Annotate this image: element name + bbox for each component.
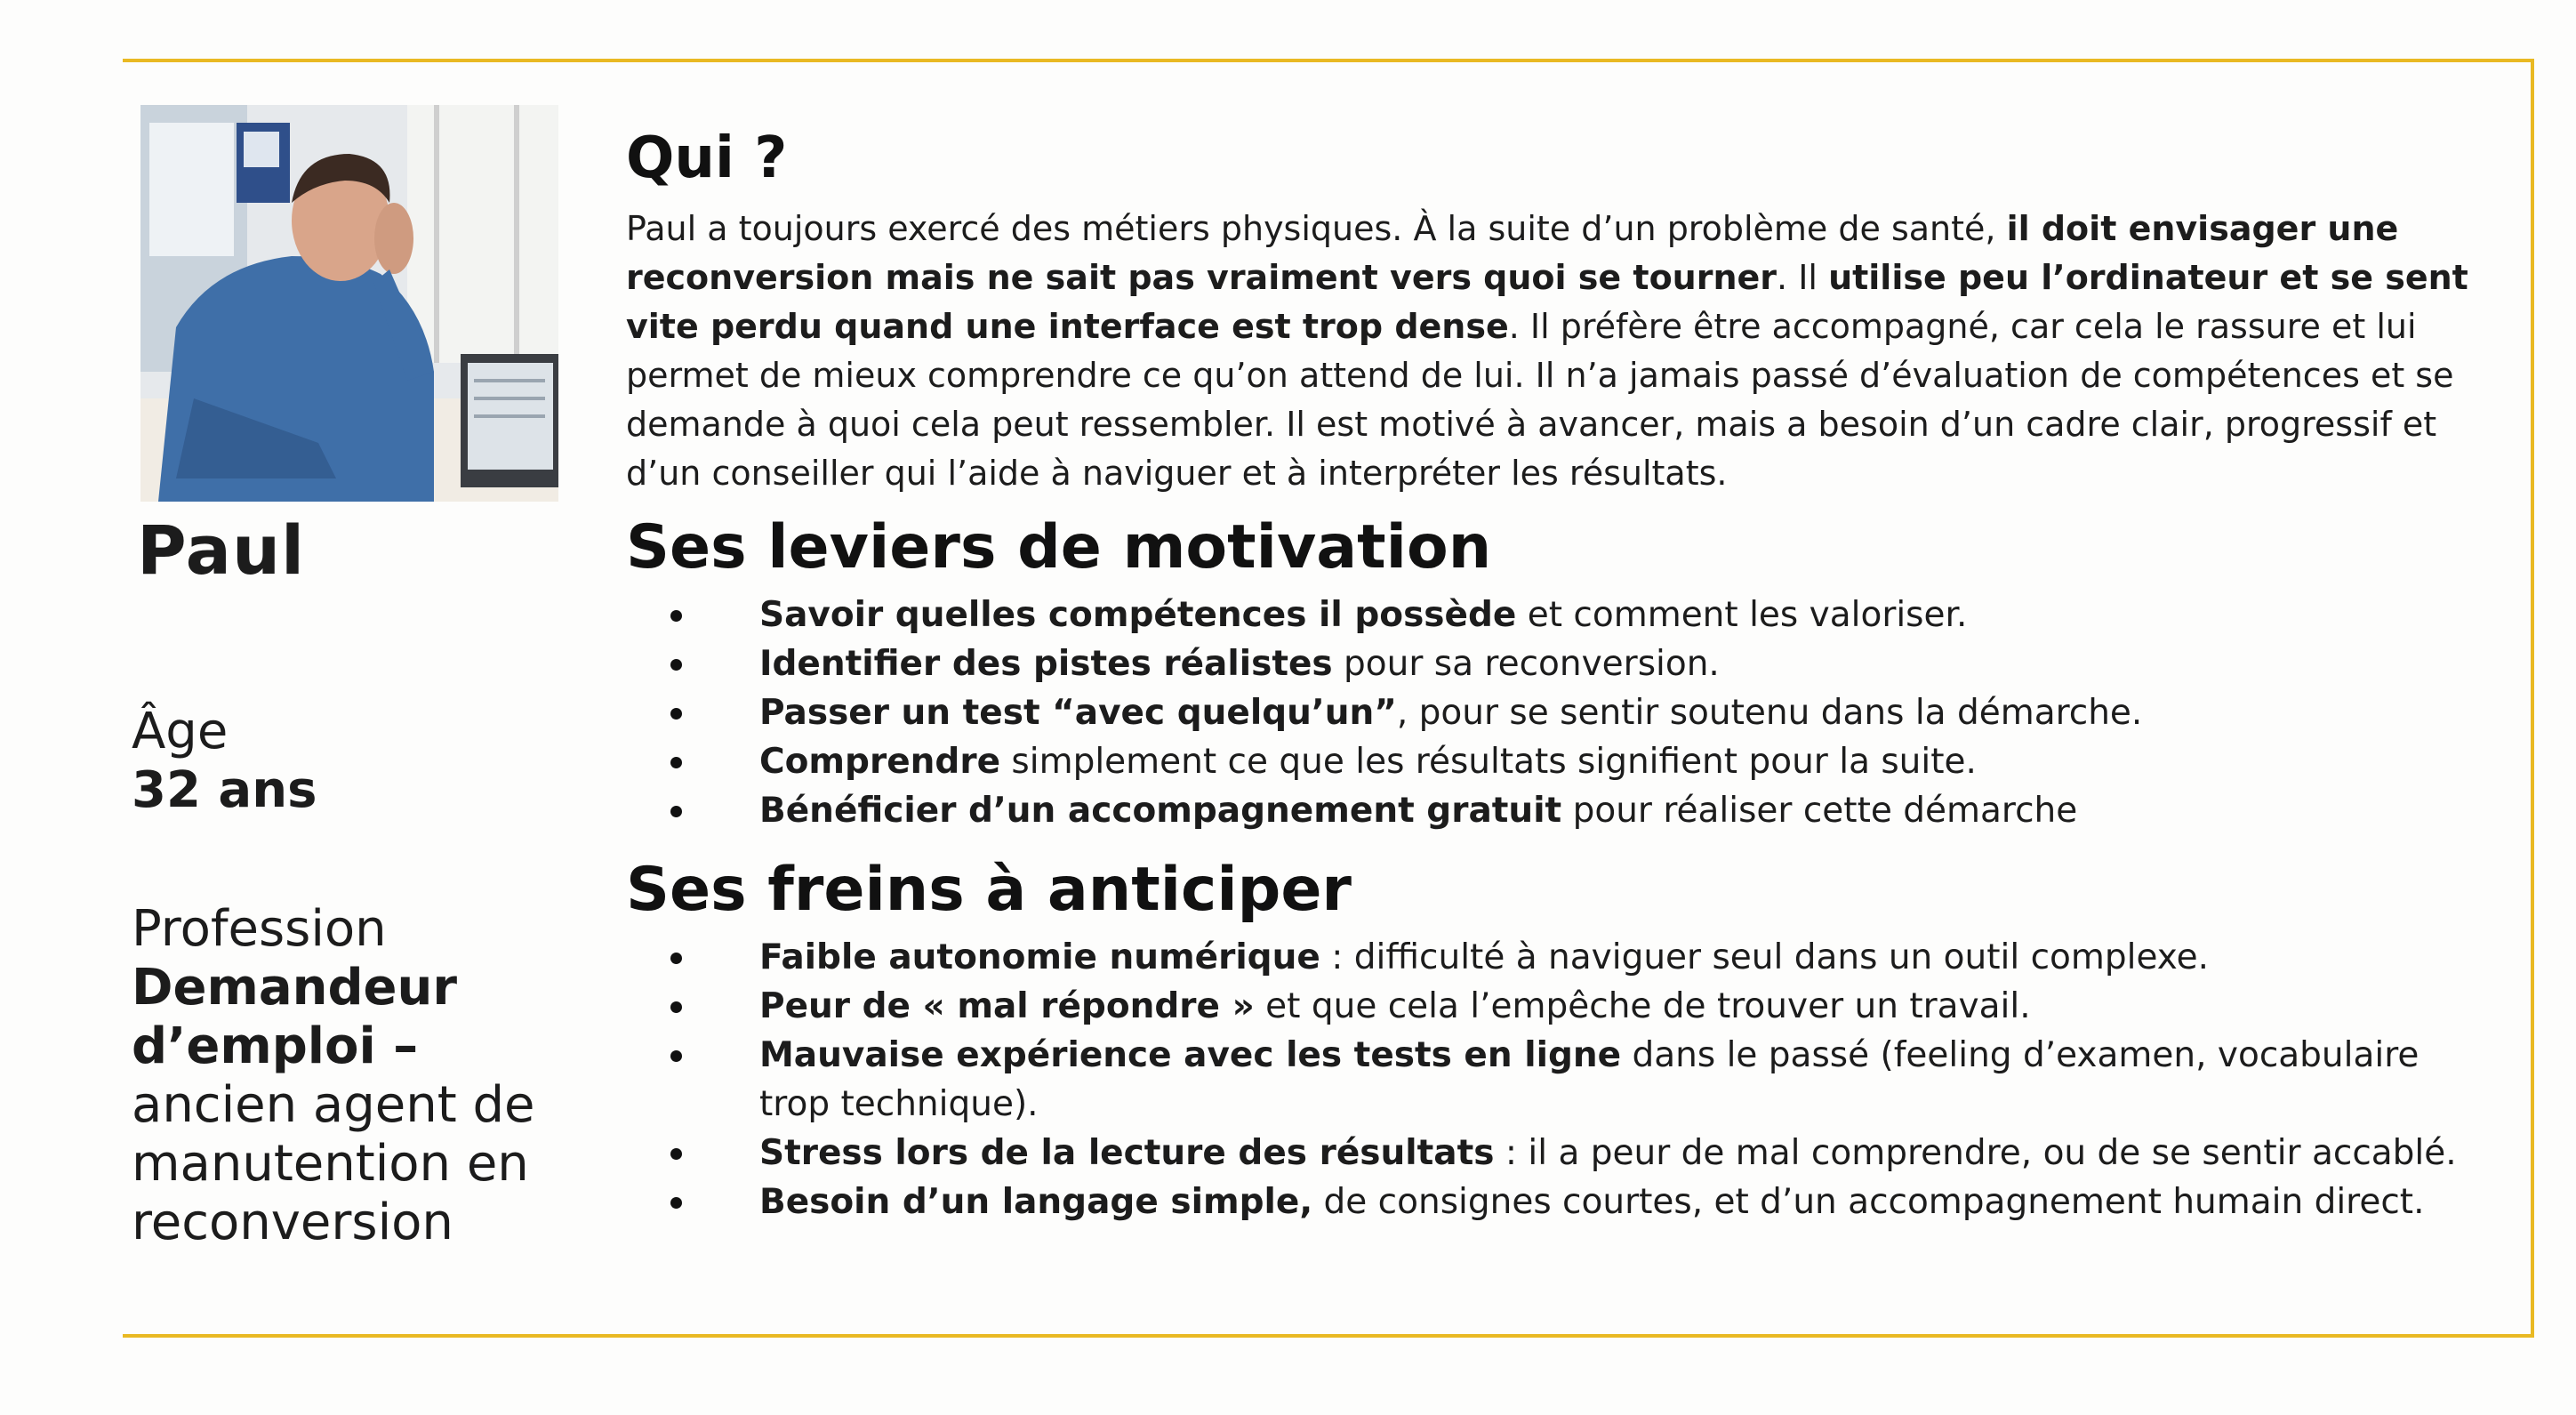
list-item [626,737,2499,786]
item-bold: Comprendre [759,742,1001,782]
list-item [626,591,2499,639]
bullet-icon [670,953,682,964]
item-text: et que cela l’empêche de trouver un travail. [1254,986,2031,1026]
profession-value: Demandeur d’emploi – [132,959,458,1075]
item-bold: Besoin d’un langage simple, [759,1182,1313,1222]
list-item [626,639,2499,688]
profession-block [132,900,594,1252]
qui-text-1: Paul a toujours exercé des métiers physiques. À la suite d’un problème de santé, [626,209,2007,248]
list-item [626,688,2499,737]
qui-text-3: . Il préfère être accompagné, car cela le rassure et lui permet de mieux comprendre ce qu’on attend de lui. Il n’a jamais passé d’évaluation de compétences et se demande à quoi cela peut ressembler. Il est motivé à avancer, mais a besoin d’un cadre clair, progressif et d’un conseiller qui l’aide à naviguer et à interpréter les résultats. [626,307,2454,493]
qui-heading: Qui ? [626,125,788,191]
persona-photo-illustration [140,105,558,502]
qui-text-2: . Il [1777,258,1829,297]
qui-bold-2: utilise peu l’ordinateur et se sent vite perdu quand une interface est trop dense [626,258,2468,346]
bullet-icon [670,1050,682,1062]
bullet-icon [670,757,682,768]
bullet-icon [670,1001,682,1013]
bullet-icon [670,1148,682,1160]
age-block [132,703,594,820]
profession-label: Profession [132,900,387,958]
persona-name: Paul [137,511,306,590]
age-label: Âge [132,703,229,760]
list-item [626,1178,2499,1226]
leviers-list [626,591,2499,835]
item-text: pour sa reconversion. [1332,644,1720,684]
item-text: , pour se sentir soutenu dans la démarche. [1396,693,2143,733]
item-bold: Peur de « mal répondre » [759,986,1255,1026]
item-bold: Mauvaise expérience avec les tests en ligne [759,1035,1622,1075]
item-text: pour réaliser cette démarche [1561,791,2078,831]
item-text: : il a peur de mal comprendre, ou de se sentir accablé. [1494,1133,2457,1173]
item-bold: Bénéficier d’un accompagnement gratuit [759,791,1562,831]
list-item [626,933,2499,982]
list-item [626,786,2499,835]
bullet-icon [670,806,682,817]
item-text: et comment les valoriser. [1516,595,1968,635]
qui-bold-1: il doit envisager une reconversion mais ne sait pas vraiment vers quoi se tourner [626,209,2399,297]
item-bold: Faible autonomie numérique [759,937,1320,977]
bullet-icon [670,659,682,671]
item-bold: Identifier des pistes réalistes [759,644,1333,684]
item-text: de consignes courtes, et d’un accompagnement humain direct. [1312,1182,2425,1222]
item-bold: Savoir quelles compétences il possède [759,595,1517,635]
qui-paragraph [626,205,2499,498]
bullet-icon [670,1197,682,1209]
list-item [626,1129,2499,1178]
item-bold: Stress lors de la lecture des résultats [759,1133,1495,1173]
list-item [626,982,2499,1031]
item-bold: Passer un test “avec quelqu’un” [759,693,1397,733]
freins-list [626,933,2499,1226]
item-text: simplement ce que les résultats signifient pour la suite. [1000,742,1977,782]
item-text: dans le passé (feeling d’examen, vocabulaire trop technique). [759,1035,2420,1124]
item-text: : difficulté à naviguer seul dans un outil complexe. [1320,937,2210,977]
freins-heading: Ses freins à anticiper [626,855,1352,925]
age-value: 32 ans [132,761,317,819]
profession-detail: ancien agent de manutention en reconversion [132,1076,535,1251]
list-item [626,1031,2499,1129]
bullet-icon [670,610,682,622]
persona-photo [140,105,558,502]
leviers-heading: Ses leviers de motivation [626,512,1492,583]
bullet-icon [670,708,682,720]
persona-content [626,116,2499,1226]
